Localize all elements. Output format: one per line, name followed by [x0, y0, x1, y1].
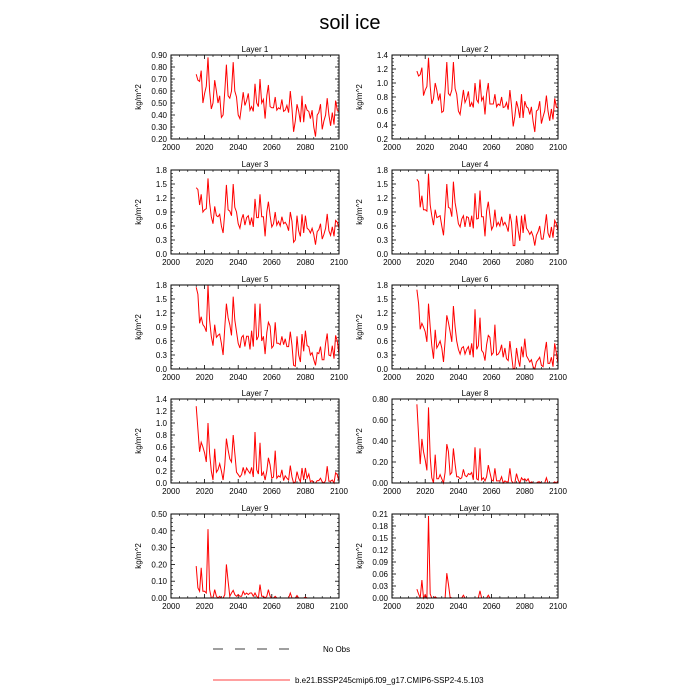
legend [213, 645, 484, 685]
y-tick-label: 1.8 [155, 166, 167, 175]
x-tick-label: 2000 [162, 487, 180, 496]
x-tick-label: 2040 [449, 258, 468, 267]
x-tick-label: 2100 [330, 602, 348, 611]
x-tick-label: 2020 [416, 373, 435, 382]
x-tick-label: 2080 [296, 373, 315, 382]
y-axis-label: kg/m^2 [355, 199, 364, 225]
panel-layer-1 [134, 45, 348, 152]
series-line-layer-4 [417, 174, 558, 246]
x-tick-label: 2080 [515, 258, 534, 267]
series-line-layer-6 [417, 290, 558, 369]
y-tick-label: 0.3 [155, 351, 167, 360]
x-tick-label: 2080 [515, 143, 534, 152]
x-tick-label: 2060 [262, 258, 281, 267]
x-tick-label: 2020 [416, 602, 435, 611]
panel-title: Layer 1 [241, 45, 269, 54]
y-tick-label: 1.8 [155, 281, 167, 290]
x-tick-label: 2060 [482, 602, 501, 611]
y-tick-label: 0.6 [376, 222, 388, 231]
y-tick-label: 0.40 [151, 111, 167, 120]
y-axis-label: kg/m^2 [355, 84, 364, 110]
y-tick-label: 1.0 [376, 79, 388, 88]
x-tick-label: 2060 [482, 487, 501, 496]
series-line-layer-7 [196, 406, 339, 483]
y-tick-label: 0.70 [151, 75, 167, 84]
y-tick-label: 1.5 [155, 180, 167, 189]
y-tick-label: 0.12 [372, 546, 388, 555]
series-line-layer-5 [196, 285, 339, 366]
y-tick-label: 0.3 [376, 236, 388, 245]
y-tick-label: 0.4 [376, 121, 388, 130]
x-tick-label: 2100 [549, 373, 567, 382]
y-tick-label: 0.9 [376, 323, 388, 332]
panel-layer-10 [355, 504, 567, 611]
y-tick-label: 0.00 [372, 594, 388, 603]
series-line-layer-8 [417, 404, 558, 483]
series-line-layer-3 [196, 178, 339, 244]
y-tick-label: 1.2 [376, 309, 388, 318]
y-tick-label: 0.0 [155, 365, 167, 374]
plot-frame [171, 285, 339, 369]
y-tick-label: 0.30 [151, 123, 167, 132]
x-tick-label: 2000 [383, 602, 401, 611]
y-tick-label: 0.0 [376, 365, 388, 374]
y-tick-label: 0.90 [151, 51, 167, 60]
y-tick-label: 1.2 [155, 194, 167, 203]
y-tick-label: 0.3 [155, 236, 167, 245]
y-tick-label: 0.9 [155, 208, 167, 217]
panel-title: Layer 10 [459, 504, 491, 513]
x-tick-label: 2020 [416, 143, 435, 152]
x-tick-label: 2000 [162, 143, 180, 152]
panel-title: Layer 9 [241, 504, 269, 513]
y-tick-label: 1.2 [155, 407, 167, 416]
x-tick-label: 2020 [416, 258, 435, 267]
x-tick-label: 2060 [262, 487, 281, 496]
y-tick-label: 0.2 [376, 135, 388, 144]
x-tick-label: 2020 [416, 487, 435, 496]
panel-title: Layer 4 [461, 160, 489, 169]
panel-title: Layer 3 [241, 160, 269, 169]
y-axis-label: kg/m^2 [134, 428, 143, 454]
x-tick-label: 2080 [515, 602, 534, 611]
x-tick-label: 2080 [515, 373, 534, 382]
x-tick-label: 2100 [549, 143, 567, 152]
x-tick-label: 2040 [229, 143, 248, 152]
panel-layer-2 [355, 45, 567, 152]
y-tick-label: 1.8 [376, 166, 388, 175]
y-tick-label: 0.60 [372, 416, 388, 425]
plot-frame [392, 55, 558, 139]
x-tick-label: 2060 [262, 143, 281, 152]
panel-layer-8 [355, 389, 567, 496]
x-tick-label: 2000 [383, 143, 401, 152]
y-tick-label: 0.4 [155, 455, 167, 464]
legend-label-no-obs: No Obs [323, 645, 351, 654]
x-tick-label: 2100 [549, 602, 567, 611]
plot-frame [392, 285, 558, 369]
y-tick-label: 0.80 [151, 63, 167, 72]
panel-title: Layer 8 [461, 389, 489, 398]
panel-layer-4 [355, 160, 567, 267]
y-tick-label: 0.2 [155, 467, 167, 476]
panel-layer-6 [355, 275, 567, 382]
y-tick-label: 0.15 [372, 534, 388, 543]
x-tick-label: 2080 [296, 602, 315, 611]
y-tick-label: 0.60 [151, 87, 167, 96]
x-tick-label: 2100 [549, 258, 567, 267]
y-axis-label: kg/m^2 [134, 314, 143, 340]
plot-frame [171, 170, 339, 254]
y-tick-label: 0.20 [372, 458, 388, 467]
panel-layer-5 [134, 275, 348, 382]
panel-layer-9 [134, 504, 348, 611]
x-tick-label: 2040 [229, 373, 248, 382]
y-tick-label: 0.6 [155, 443, 167, 452]
y-tick-label: 0.80 [372, 395, 388, 404]
y-tick-label: 0.09 [372, 558, 388, 567]
y-tick-label: 0.40 [372, 437, 388, 446]
y-tick-label: 1.5 [376, 295, 388, 304]
legend-label-model: b.e21.BSSP245cmip6.f09_g17.CMIP6-SSP2-4.5.103 [295, 676, 484, 685]
panel-title: Layer 7 [241, 389, 269, 398]
y-tick-label: 1.2 [376, 65, 388, 74]
figure-title: soil ice [319, 12, 381, 34]
y-tick-label: 0.3 [376, 351, 388, 360]
series-line-layer-1 [196, 57, 339, 136]
y-tick-label: 0.50 [151, 99, 167, 108]
y-tick-label: 1.5 [155, 295, 167, 304]
y-tick-label: 0.20 [151, 560, 167, 570]
y-tick-label: 1.5 [376, 180, 388, 189]
x-tick-label: 2040 [449, 373, 468, 382]
panel-title: Layer 2 [461, 45, 489, 54]
x-tick-label: 2080 [296, 487, 315, 496]
y-tick-label: 1.2 [376, 194, 388, 203]
y-tick-label: 0.20 [151, 135, 167, 144]
x-tick-label: 2000 [383, 487, 401, 496]
y-tick-label: 0.21 [372, 510, 388, 519]
x-tick-label: 2100 [330, 258, 348, 267]
x-tick-label: 2020 [195, 143, 214, 152]
y-tick-label: 0.06 [372, 570, 388, 579]
y-axis-label: kg/m^2 [355, 428, 364, 454]
x-tick-label: 2020 [195, 487, 214, 496]
series-line-layer-10 [417, 516, 558, 598]
y-tick-label: 0.8 [376, 93, 388, 102]
x-tick-label: 2100 [330, 373, 348, 382]
y-tick-label: 0.18 [372, 522, 388, 531]
y-axis-label: kg/m^2 [134, 199, 143, 225]
y-tick-label: 0.10 [151, 577, 167, 587]
x-tick-label: 2100 [330, 143, 348, 152]
x-tick-label: 2100 [330, 487, 348, 496]
x-tick-label: 2080 [296, 143, 315, 152]
x-tick-label: 2040 [449, 487, 468, 496]
x-tick-label: 2040 [229, 258, 248, 267]
x-tick-label: 2060 [262, 373, 281, 382]
y-axis-label: kg/m^2 [355, 314, 364, 340]
plot-frame [392, 170, 558, 254]
y-tick-label: 0.0 [155, 479, 167, 488]
y-tick-label: 0.6 [155, 222, 167, 231]
x-tick-label: 2000 [383, 373, 401, 382]
x-tick-label: 2040 [229, 602, 248, 611]
y-tick-label: 0.00 [372, 479, 388, 488]
panel-layer-3 [134, 160, 348, 267]
y-tick-label: 1.4 [155, 395, 167, 404]
y-tick-label: 0.00 [151, 594, 167, 603]
series-line-layer-9 [196, 529, 339, 598]
y-axis-label: kg/m^2 [134, 84, 143, 110]
x-tick-label: 2060 [482, 143, 501, 152]
y-tick-label: 0.03 [372, 582, 388, 591]
y-axis-label: kg/m^2 [134, 543, 143, 569]
x-tick-label: 2080 [515, 487, 534, 496]
y-tick-label: 0.50 [151, 510, 167, 519]
y-tick-label: 1.8 [376, 281, 388, 290]
y-tick-label: 0.6 [376, 337, 388, 346]
x-tick-label: 2040 [449, 602, 468, 611]
panel-title: Layer 5 [241, 275, 269, 284]
x-tick-label: 2040 [229, 487, 248, 496]
y-axis-label: kg/m^2 [355, 543, 364, 569]
x-tick-label: 2000 [383, 258, 401, 267]
series-line-layer-2 [417, 58, 558, 132]
y-tick-label: 0.9 [155, 323, 167, 332]
x-tick-label: 2000 [162, 373, 180, 382]
y-tick-label: 0.30 [151, 543, 167, 553]
x-tick-label: 2080 [296, 258, 315, 267]
plot-frame [171, 514, 339, 598]
y-tick-label: 0.6 [376, 107, 388, 116]
x-tick-label: 2020 [195, 602, 214, 611]
y-tick-label: 0.0 [155, 250, 167, 259]
x-tick-label: 2020 [195, 373, 214, 382]
y-tick-label: 0.0 [376, 250, 388, 259]
panel-layer-7 [134, 389, 348, 496]
x-tick-label: 2060 [482, 258, 501, 267]
x-tick-label: 2020 [195, 258, 214, 267]
panel-title: Layer 6 [461, 275, 489, 284]
x-tick-label: 2000 [162, 602, 180, 611]
y-tick-label: 1.0 [155, 419, 167, 428]
y-tick-label: 1.2 [155, 309, 167, 318]
x-tick-label: 2060 [482, 373, 501, 382]
y-tick-label: 0.8 [155, 431, 167, 440]
y-tick-label: 0.6 [155, 337, 167, 346]
x-tick-label: 2000 [162, 258, 180, 267]
x-tick-label: 2100 [549, 487, 567, 496]
y-tick-label: 0.40 [151, 526, 167, 536]
y-tick-label: 0.9 [376, 208, 388, 217]
x-tick-label: 2060 [262, 602, 281, 611]
plot-frame [392, 514, 558, 598]
y-tick-label: 1.4 [376, 51, 388, 60]
x-tick-label: 2040 [449, 143, 468, 152]
